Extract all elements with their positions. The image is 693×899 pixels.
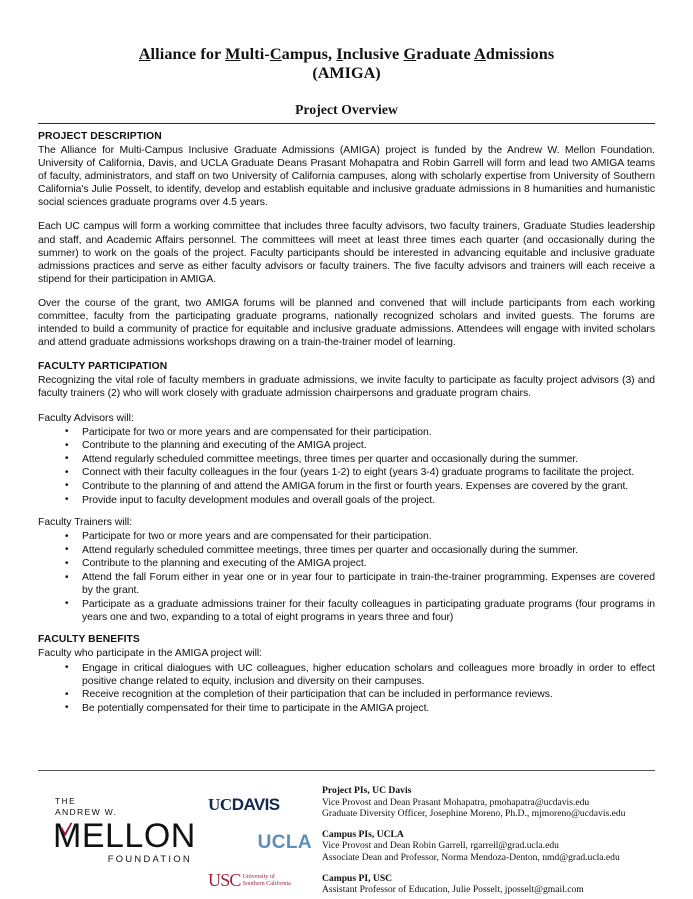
section-project-description bbox=[38, 130, 655, 349]
faculty-advisors-list bbox=[38, 426, 655, 507]
title-text-fragment: dmissions bbox=[485, 45, 555, 63]
contact-title: Campus PIs, UCLA bbox=[322, 828, 404, 840]
mellon-the-text: THE bbox=[55, 797, 77, 806]
title-text-fragment: ampus, bbox=[281, 45, 337, 63]
faculty-trainers-list bbox=[38, 530, 655, 624]
contact-line: Vice Provost and Dean Prasant Mohapatra, pmohapatra@ucdavis.edu bbox=[322, 796, 590, 808]
section-spacer bbox=[38, 624, 655, 633]
mellon-mellon-text: MELLON bbox=[53, 817, 196, 855]
contact-line: Associate Dean and Professor, Norma Mendoza-Denton, nmd@grad.ucla.edu bbox=[322, 851, 620, 863]
list-item: • Contribute to the planning of and attend the AMIGA forum in the first or fourth years. Expenses are covered by the grant. bbox=[38, 480, 655, 493]
list-item: • Participate for two or more years and are compensated for their participation. bbox=[38, 426, 655, 439]
usc-subtitle-text bbox=[243, 873, 291, 888]
title-text-fragment: nclusive bbox=[342, 45, 404, 63]
usc-logo-row bbox=[208, 861, 316, 899]
faculty-advisors-lead-in: Faculty Advisors will: bbox=[38, 412, 134, 424]
title-acronym-letter: M bbox=[225, 45, 241, 63]
title-acronym-letter: A bbox=[474, 45, 486, 63]
mellon-wordmark bbox=[53, 817, 196, 855]
contact-title: Campus PI, USC bbox=[322, 872, 393, 884]
list-item: • Attend the fall Forum either in year one or in year four to participate in train-the-trainer programming. Expenses are covered by the grant. bbox=[38, 571, 655, 597]
document-title bbox=[38, 0, 655, 64]
faculty-trainers-lead-in: Faculty Trainers will: bbox=[38, 517, 133, 529]
title-acronym-letter: I bbox=[336, 45, 343, 63]
project-description-heading: PROJECT DESCRIPTION bbox=[38, 131, 162, 142]
usc-mark-text: USC bbox=[208, 870, 241, 890]
list-item: • Engage in critical dialogues with UC colleagues, higher education scholars and colleagues more broadly in order to effect positive change related to equity, inclusion and diversity on their campuses. bbox=[38, 662, 655, 688]
ucdavis-logo bbox=[208, 796, 279, 813]
faculty-benefits-heading: FACULTY BENEFITS bbox=[38, 634, 140, 646]
document-body bbox=[38, 124, 655, 715]
faculty-participation-heading: FACULTY PARTICIPATION bbox=[38, 361, 168, 373]
faculty-participation-intro: Recognizing the vital role of faculty members in graduate admissions, we invite faculty to participate as faculty project advisors (3) and faculty trainers (2) who will work closely with graduate admission chairpersons and graduate program chairs. bbox=[38, 375, 655, 400]
mellon-foundation-logo bbox=[53, 797, 196, 865]
usc-logo bbox=[208, 871, 291, 889]
document-title-text bbox=[139, 45, 555, 63]
list-spacer bbox=[38, 507, 655, 516]
title-text-fragment: lliance for bbox=[150, 45, 226, 63]
university-logos-container bbox=[208, 781, 316, 899]
contact-line: Graduate Diversity Officer, Josephine Moreno, Ph.D., mjmoreno@ucdavis.edu bbox=[322, 808, 626, 820]
section-faculty-participation bbox=[38, 360, 655, 624]
list-item: • Receive recognition at the completion of their participation that can be included in performance reviews. bbox=[38, 688, 655, 701]
list-item: • Attend regularly scheduled committee meetings, three times per quarter and occasionally during the summer. bbox=[38, 544, 655, 557]
faculty-benefits-intro: Faculty who participate in the AMIGA project will: bbox=[38, 648, 263, 660]
list-item: • Contribute to the planning and executing of the AMIGA project. bbox=[38, 557, 655, 570]
list-item: • Connect with their faculty colleagues in the four (years 1-2) to eight (years 3-4) graduate programs to facilitate the project. bbox=[38, 466, 655, 479]
document-footer bbox=[38, 770, 655, 899]
usc-subtitle-line2: Southern California bbox=[242, 880, 291, 887]
contact-block-ucdavis bbox=[322, 785, 655, 820]
list-item: • Contribute to the planning and executing of the AMIGA project. bbox=[38, 439, 655, 452]
ucla-logo: UCLA bbox=[257, 831, 312, 853]
contact-line: Assistant Professor of Education, Julie Posselt, jposselt@gmail.com bbox=[322, 884, 584, 896]
ucdavis-logo-row bbox=[208, 785, 316, 823]
project-description-paragraph-3: Over the course of the grant, two AMIGA forums will be planned and convened that will include participants from each working committee, faculty from the participating graduate programs, nationally recognized scholars and invited guests. The forums are intended to build a community of practice for equitable and inclusive graduate admissions. Attendees will engage with invited scholars and attend graduate admissions workshops drawing on a train-the-trainer model of learning. bbox=[38, 297, 655, 349]
mellon-foundation-text: FOUNDATION bbox=[107, 853, 192, 864]
list-item: • Be potentially compensated for their time to participate in the AMIGA project. bbox=[38, 702, 655, 715]
project-description-paragraph-2: Each UC campus will form a working committee that includes three faculty advisors, two faculty trainers, Graduate Studies leadership and staff, and Academic Affairs personnel. The committees will meet at least three times each quarter (and occasionally during the summer) to work on the goals of the project. Faculty participants should be interested in advancing equitable and inclusive graduate admissions practices and serve as either faculty advisors or faculty trainers. The five faculty advisors and trainers will each receive a stipend for their participation in AMIGA. bbox=[38, 221, 655, 285]
contact-block-usc bbox=[322, 873, 655, 896]
contacts-container bbox=[316, 781, 655, 896]
contact-line: Vice Provost and Dean Robin Garrell, rgarrell@grad.ucla.edu bbox=[322, 840, 559, 852]
title-acronym-letter: A bbox=[138, 45, 151, 63]
mellon-checkmark-icon bbox=[59, 822, 74, 838]
list-item: • Provide input to faculty development modules and overall goals of the project. bbox=[38, 494, 655, 507]
list-item: • Attend regularly scheduled committee meetings, three times per quarter and occasionally during the summer. bbox=[38, 453, 655, 466]
faculty-benefits-list bbox=[38, 662, 655, 715]
list-item: • Participate for two or more years and are compensated for their participation. bbox=[38, 530, 655, 543]
usc-subtitle-line1: University of bbox=[242, 873, 275, 880]
document-acronym: (AMIGA) bbox=[312, 64, 381, 82]
contact-title: Project PIs, UC Davis bbox=[322, 785, 412, 796]
title-text-fragment: ulti- bbox=[240, 45, 270, 63]
project-overview-label: Project Overview bbox=[295, 102, 398, 117]
ucdavis-uc-text: UC bbox=[208, 794, 232, 814]
ucla-logo-row bbox=[208, 823, 316, 861]
title-text-fragment: raduate bbox=[416, 45, 475, 63]
project-description-paragraph-1: The Alliance for Multi-Campus Inclusive Graduate Admissions (AMIGA) project is funded by the Andrew W. Mellon Foundation. University of California, Davis, and UCLA Graduate Deans Prasant Mohapatra and Robin Garrell will form and lead two AMIGA teams of faculty, administrators, and staff on two University of California campuses, along with scholarly expertise from University of Southern California's Julie Posselt, to identify, develop and establish equitable and inclusive graduate admissions in 8 humanities and humanistic social sciences graduate programs over 4.5 years. bbox=[38, 145, 655, 209]
ucdavis-davis-text: DAVIS bbox=[231, 794, 280, 814]
section-faculty-benefits bbox=[38, 633, 655, 714]
mellon-andrew-text: ANDREW W. bbox=[55, 807, 118, 817]
title-acronym-letter: C bbox=[269, 45, 282, 63]
title-acronym-letter: G bbox=[403, 45, 417, 63]
mellon-logo-container bbox=[38, 781, 208, 865]
contact-block-ucla bbox=[322, 829, 655, 864]
list-item: • Participate as a graduate admissions trainer for their faculty colleagues in participating graduate programs (four programs in years one and two, expanding to a total of eight programs in years three and four) bbox=[38, 598, 655, 624]
